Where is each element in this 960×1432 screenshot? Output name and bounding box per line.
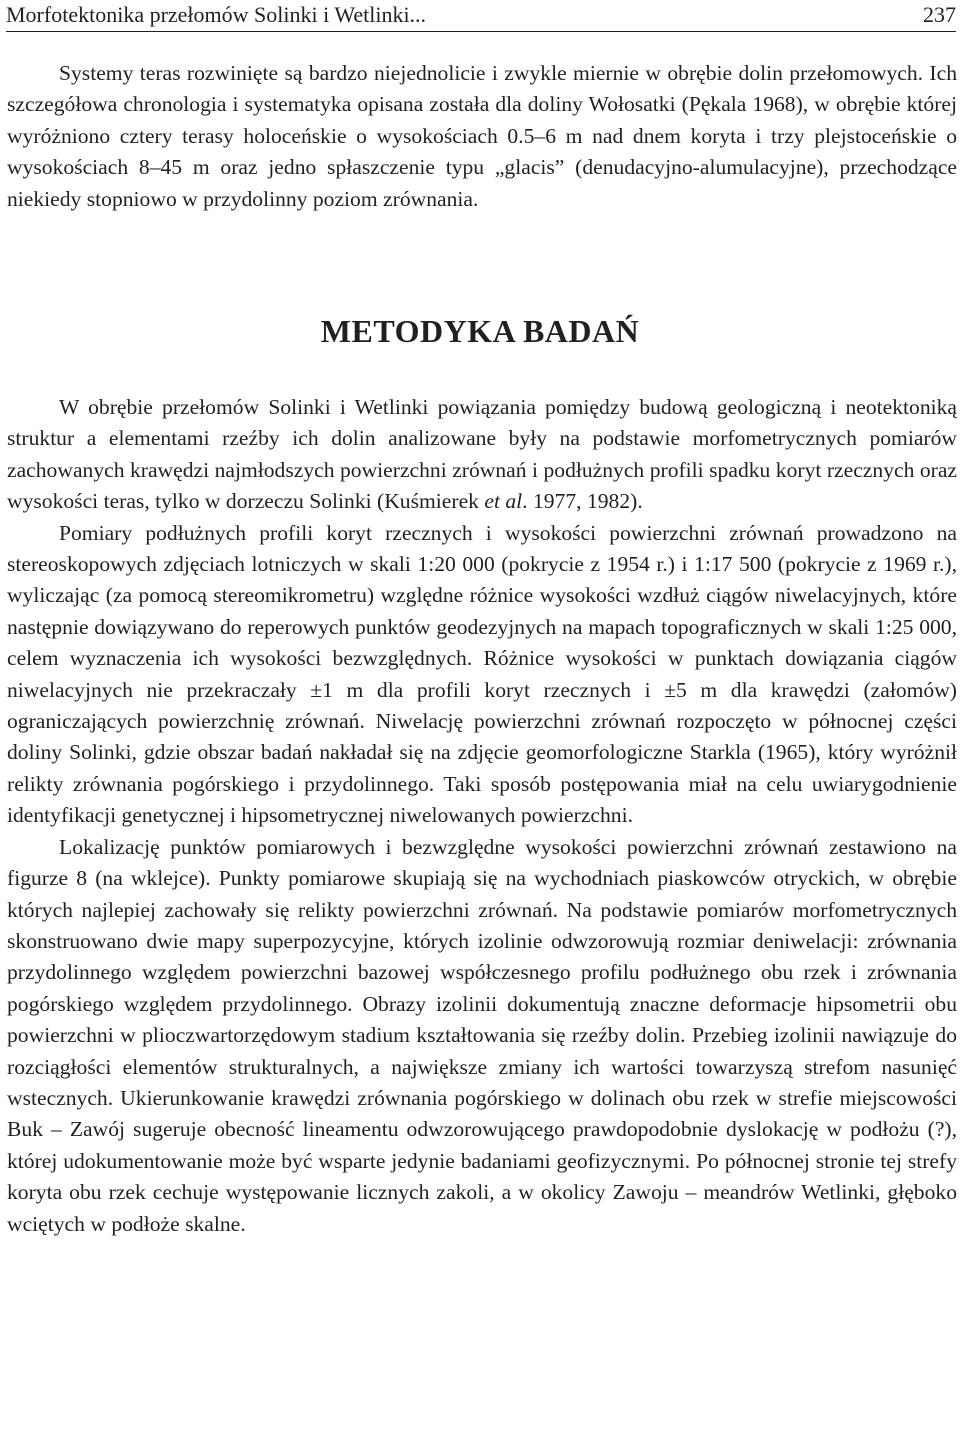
- paragraph-methods-intro-text: W obrębie przełomów Solinki i Wetlinki powiązania pomiędzy budową geologiczną i neotektoniką struktur a elementami rzeźby ich dolin analizowane były na podstawie morfometrycznych pomiarów zachowanych krawędzi najmłodszych powierzchni zrównań i podłużnych profili spadku koryt rzecznych oraz wysokości teras, tylko w dorzeczu Solinki (Kuśmierek: [7, 395, 957, 514]
- header-rule: [6, 31, 956, 32]
- paragraph-measurements: Pomiary podłużnych profili koryt rzecznych i wysokości powierzchni zrównań prowadzono na stereoskopowych zdjęciach lotniczych w skali 1:20 000 (pokrycie z 1954 r.) i 1:17 500 (pokrycie z 1969 r.), wyliczając (za pomocą stereomikrometru) względne różnice wysokości wzdłuż ciągów niwelacyjnych, które następnie dowiązywano do reperowych punktów geodezyjnych na mapach topograficznych w skali 1:25 000, celem wyznaczenia ich wysokości bezwzględnych. Różnice wysokości w punktach dowiązania ciągów niwelacyjnych nie przekraczały ±1 m dla profili koryt rzecznych i ±5 m dla krawędzi (załomów) ograniczających powierzchnię zrównań. Niwelację powierzchni zrównań rozpoczęto w północnej części doliny Solinki, gdzie obszar badań nakładał się na zdjęcie geomorfologiczne Starkla (1965), który wyróżnił relikty zrównania pogórskiego i przydolinnego. Taki sposób postępowania miał na celu uwiarygodnienie identyfikacji genetycznej i hipsometrycznej niwelowanych powierzchni.: [7, 520, 957, 828]
- paragraph-localization: Lokalizację punktów pomiarowych i bezwzględne wysokości powierzchni zrównań zestawiono na figurze 8 (na wklejce). Punkty pomiarowe skupiają się na wychodniach piaskowców otryckich, w obrębie których najlepiej zachowały się relikty powierzchni zrównań. Na podstawie pomiarów morfometrycznych skonstruowano dwie mapy superpozycyjne, których izolinie odwzorowują rozmiar deniwelacji: zrównania przydolinnego względem powierzchni bazowej współczesnego profilu podłużnego obu rzek i zrównania pogórskiego względem przydolinnego. Obrazy izolinii dokumentują znaczne deformacje hipsometrii obu powierzchni w plioczwartorzędowym stadium kształtowania się rzeźby dolin. Przebieg izolinii nawiązuje do rozciągłości elementów strukturalnych, a największe zmiany ich wartości towarzyszą strefom nasunięć wstecznych. Ukierunkowanie krawędzi zrównania pogórskiego w dolinach obu rzek w strefie miejscowości Buk – Zawój sugeruje obecność lineamentu odwzorowującego prawdopodobnie dyslokację w podłożu (?), której udokumentowanie może być wsparte jedynie badaniami geofizycznymi. Po północnej stronie tej strefy koryta obu rzek cechuje występowanie licznych zakoli, a w okolicy Zawoju – meandrów Wetlinki, głęboko wciętych w podłoże skalne.: [7, 834, 957, 1236]
- methods-text-block: [7, 392, 957, 1240]
- citation-et-al: et al: [484, 489, 523, 514]
- section-heading: METODYKA BADAŃ: [320, 313, 640, 349]
- citation-years: . 1977, 1982).: [522, 489, 643, 514]
- paragraph-methods-intro: [7, 392, 957, 518]
- paragraph-terraces: Systemy teras rozwinięte są bardzo niejednolicie i zwykle miernie w obrębie dolin przełomowych. Ich szczegółowa chronologia i systematyka opisana została dla doliny Wołosatki (Pękala 1968), w obrębie której wyróżniono cztery terasy holoceńskie o wysokościach 0.5–6 m nad dnem koryta i trzy plejstoceńskie o wysokościach 8–45 m oraz jedno spłaszczenie typu „glacis” (denudacyjno-alumulacyjne), przechodzące niekiedy stopniowo w przydolinny poziom zrównania.: [7, 61, 957, 211]
- running-title: Morfotektonika przełomów Solinki i Wetlinki...: [6, 2, 427, 27]
- page-number: 237: [923, 2, 956, 27]
- running-header: [6, 2, 956, 30]
- intro-text-block: [7, 58, 957, 215]
